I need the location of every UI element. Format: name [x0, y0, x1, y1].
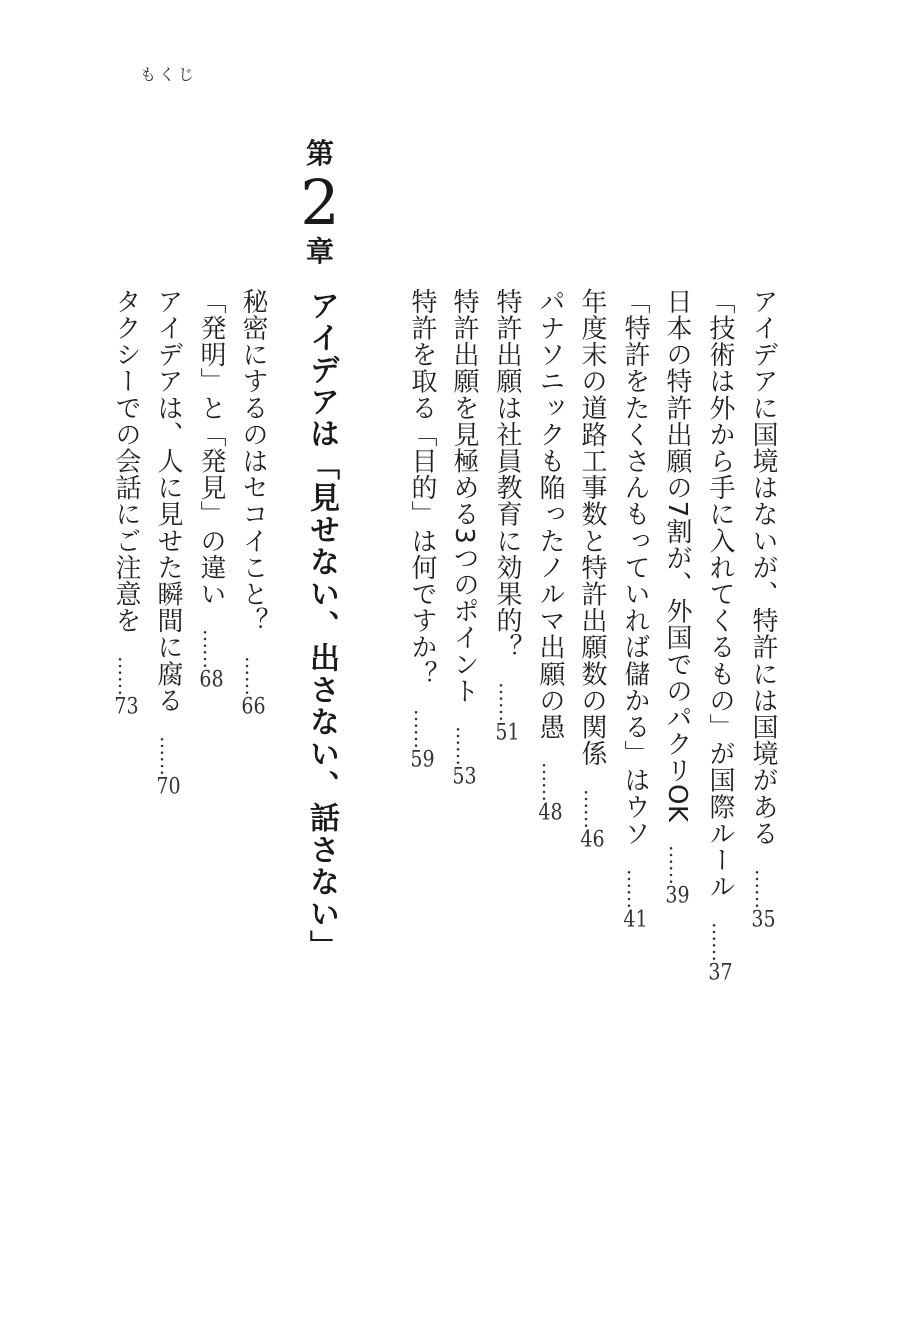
toc-entry-page: 68 — [199, 669, 224, 692]
running-head: もくじ — [140, 65, 198, 84]
toc-entry-title: アイデアに国境はないが、特許には国境がある — [748, 288, 778, 847]
chapter-number — [290, 138, 350, 268]
toc-entry-page: 70 — [156, 775, 181, 798]
toc-entry-leader: …… — [114, 655, 138, 696]
toc-entry-page: 59 — [410, 749, 435, 771]
toc-entry-title: 特許出願を見極める3つのポイント — [449, 288, 479, 705]
toc-entry[interactable] — [109, 288, 143, 718]
toc-entry-title: 秘密にするのはセコイこと？ — [238, 288, 268, 634]
toc-entry-leader: …… — [156, 735, 180, 776]
toc-entry-leader: …… — [241, 655, 265, 696]
chapter-suffix: 章 — [305, 235, 334, 268]
toc-entry-title: 「発明」と「発見」の違い — [196, 288, 226, 608]
toc-entry-leader: …… — [199, 629, 223, 670]
toc-entry-title: 年度末の道路工事数と特許出願数の関係 — [577, 288, 607, 767]
toc-entry-title: アイデアは、人に見せた瞬間に腐る — [153, 288, 183, 714]
toc-entry-leader: …… — [708, 921, 732, 962]
toc-entry[interactable] — [660, 288, 694, 907]
toc-entry-title: パナソニックも陥ったノルマ出願の愚 — [535, 288, 565, 741]
toc-entry-leader: …… — [751, 868, 775, 909]
toc-entry-page: 51 — [495, 722, 520, 745]
toc-entry-page: 39 — [665, 884, 690, 907]
toc-entry-page: 66 — [241, 695, 266, 718]
toc-entry[interactable] — [533, 288, 567, 824]
toc-entry-page: 48 — [538, 802, 563, 825]
toc-entry-leader: …… — [538, 762, 562, 803]
toc-entry-page: 37 — [708, 961, 733, 984]
toc-entry-leader: …… — [623, 868, 647, 909]
toc-entry-leader: …… — [452, 726, 476, 767]
toc-entry[interactable] — [236, 288, 270, 718]
toc-entry[interactable] — [575, 288, 609, 851]
toc-entry-title: タクシーでの会話にご注意を — [111, 288, 141, 634]
toc-entry[interactable] — [618, 288, 652, 931]
toc-entry[interactable] — [746, 288, 780, 931]
toc-entry[interactable] — [405, 288, 439, 771]
toc-entry[interactable] — [447, 288, 481, 788]
chapter-prefix: 第 — [305, 137, 334, 170]
toc-entry-leader: …… — [665, 844, 689, 885]
toc-entry[interactable] — [151, 288, 185, 798]
toc-entry-page: 53 — [452, 766, 477, 789]
toc-entry-page: 46 — [580, 828, 605, 851]
toc-entry-title: 「特許をたくさんもっていれば儲かる」はウソ — [620, 288, 650, 847]
toc-entry-title: 特許を取る「目的」は何ですか？ — [407, 288, 437, 687]
toc-entry-title: 特許出願は社員教育に効果的？ — [492, 288, 522, 661]
toc-entry[interactable] — [490, 288, 524, 744]
toc-entry[interactable] — [194, 288, 228, 691]
toc-entry-leader: …… — [580, 788, 604, 829]
toc-entry-leader: …… — [410, 709, 434, 749]
toc-entry-page: 41 — [623, 908, 648, 931]
toc-entry-leader: …… — [495, 682, 519, 723]
toc-entry-title: 日本の特許出願の7割が、外国でのパクリOK — [662, 288, 692, 823]
toc-entry[interactable] — [703, 288, 737, 984]
toc-entry-page: 35 — [751, 908, 776, 931]
toc-entry-title: 「技術は外から手に入れてくるもの」が国際ルール — [705, 288, 735, 900]
chapter-digit: 2 — [300, 166, 340, 239]
toc-entry-page: 73 — [114, 695, 139, 718]
chapter-title[interactable]: アイデアは「見せない、出さない、話さない」 — [304, 290, 339, 962]
